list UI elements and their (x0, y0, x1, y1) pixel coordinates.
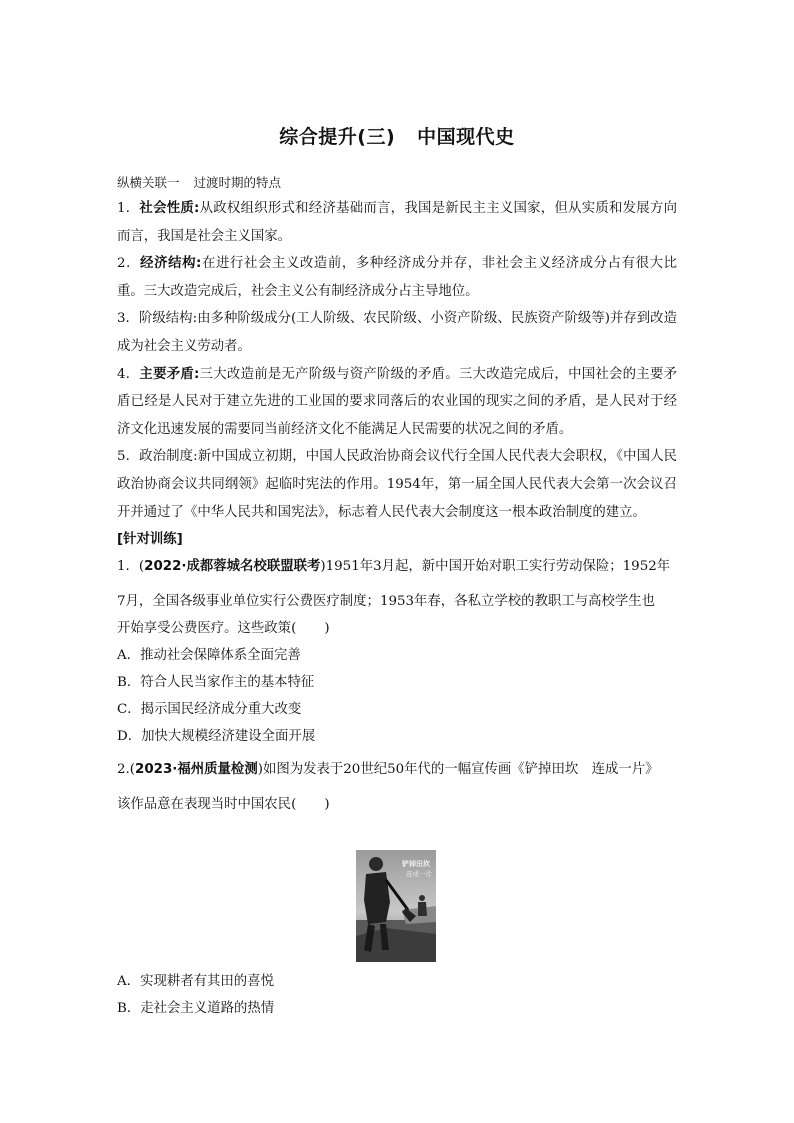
option-c-text: 揭示国民经济成分重大改变 (140, 702, 302, 718)
section-label: 纵横关联一 (117, 175, 180, 190)
document-body (117, 170, 677, 818)
question-2-line-2 (117, 791, 677, 818)
option-d-label: D． (117, 729, 142, 745)
point-3-text: 由多种阶级成分(工人阶级、农民阶级、小资产阶级、民族资产阶级等)并存到改造成为社会主义劳动者。 (117, 311, 677, 354)
point-2-key: 经济结构: (140, 256, 202, 272)
question-2 (117, 756, 677, 818)
question-1-line-1 (117, 553, 677, 580)
option-b-2-label: B． (117, 1001, 141, 1016)
option-c[interactable] (117, 696, 677, 723)
option-a-2-text: 实现耕者有其田的喜悦 (140, 974, 274, 989)
option-a-label: A． (117, 648, 141, 664)
point-5 (117, 443, 677, 526)
question-1-num: 1．( (117, 559, 145, 575)
point-5-key: 政治制度: (139, 449, 198, 465)
question-1-text-3: 开始享受公费医疗。这些政策( (117, 621, 297, 637)
question-1 (117, 553, 677, 642)
option-d-text: 加快大规模经济建设全面开展 (141, 729, 316, 745)
point-5-text: 新中国成立初期，中国人民政治协商会议代行全国人民代表大会职权，《中国人民政治协商会议共同纲领》起临时宪法的作用。1954年，第一届全国人民代表大会第一次会议召开并通过了《中华人民共和国宪法》，标志着人民代表大会制度这一根本政治制度的建立。 (117, 449, 677, 520)
point-3 (117, 305, 677, 360)
title-part2: 中国现代史 (417, 126, 515, 148)
question-2-text-2: 该作品意在表现当时中国农民( (117, 797, 297, 813)
training-label: [针对训练] (117, 532, 183, 548)
question-1-paren-close: ) (324, 621, 330, 637)
title-part1: 综合提升(三) (279, 126, 396, 148)
point-1-num: 1． (117, 201, 140, 216)
option-b-2[interactable] (117, 995, 274, 1022)
propaganda-poster-image (356, 850, 436, 962)
point-3-key: 阶级结构: (138, 311, 198, 327)
point-1-key: 社会性质: (139, 201, 200, 216)
option-b[interactable] (117, 669, 677, 696)
point-4 (117, 361, 677, 444)
option-c-label: C． (117, 702, 141, 718)
option-a[interactable] (117, 642, 677, 669)
point-4-key: 主要矛盾: (139, 366, 200, 382)
question-1-line-3 (117, 615, 677, 642)
point-2 (117, 250, 677, 305)
point-1-text: 从政权组织形式和经济基础而言，我国是新民主主义国家，但从实质和发展方向而言，我国是社会主义国家。 (117, 201, 677, 244)
question-1-options (117, 642, 677, 750)
page-title (0, 122, 794, 149)
point-4-text: 三大改造前是无产阶级与资产阶级的矛盾。三大改造完成后，中国社会的主要矛盾已经是人民对于建立先进的工业国的要求同落后的农业国的现实之间的矛盾，是人民对于经济文化迅速发展的需要同当前经济文化不能满足人民需要的状况之间的矛盾。 (117, 366, 677, 437)
point-3-num: 3． (117, 311, 139, 327)
point-2-num: 2． (117, 256, 141, 272)
option-b-label: B． (117, 675, 141, 691)
option-a-2[interactable] (117, 968, 274, 995)
question-1-line-2: 7月，全国各级事业单位实行公费医疗制度；1953年春，各私立学校的教职工与高校学生也 (117, 594, 656, 610)
option-b-text: 符合人民当家作主的基本特征 (140, 675, 315, 691)
section-heading (117, 170, 677, 195)
option-d[interactable] (117, 723, 677, 750)
poster-title-1: 铲掉田坎 (402, 860, 430, 868)
point-4-num: 4． (117, 366, 140, 382)
question-1-text-1: )1951年3月起，新中国开始对职工实行劳动保险；1952年 (320, 559, 671, 575)
question-2-line-1 (117, 756, 677, 783)
point-1 (117, 195, 677, 250)
question-1-source: 2022·成都蓉城名校联盟联考 (144, 559, 321, 575)
point-5-num: 5． (117, 449, 140, 465)
question-2-num: 2.( (117, 762, 136, 778)
question-2-options (117, 968, 274, 1022)
question-2-text-1: )如图为发表于20世纪50年代的一幅宣传画《铲掉田坎 连成一片》 (257, 762, 659, 778)
section-topic: 过渡时期的特点 (193, 175, 282, 190)
question-2-source: 2023·福州质量检测 (135, 762, 258, 778)
question-2-paren-close: ) (324, 797, 330, 813)
option-b-2-text: 走社会主义道路的热情 (140, 1001, 275, 1016)
option-a-2-label: A． (117, 974, 141, 989)
point-2-text: 在进行社会主义改造前，多种经济成分并存，非社会主义经济成分占有很大比重。三大改造完成后，社会主义公有制经济成分占主导地位。 (117, 256, 677, 299)
option-a-text: 推动社会保障体系全面完善 (140, 648, 301, 664)
poster-title-2: 连成一片 (406, 870, 432, 878)
